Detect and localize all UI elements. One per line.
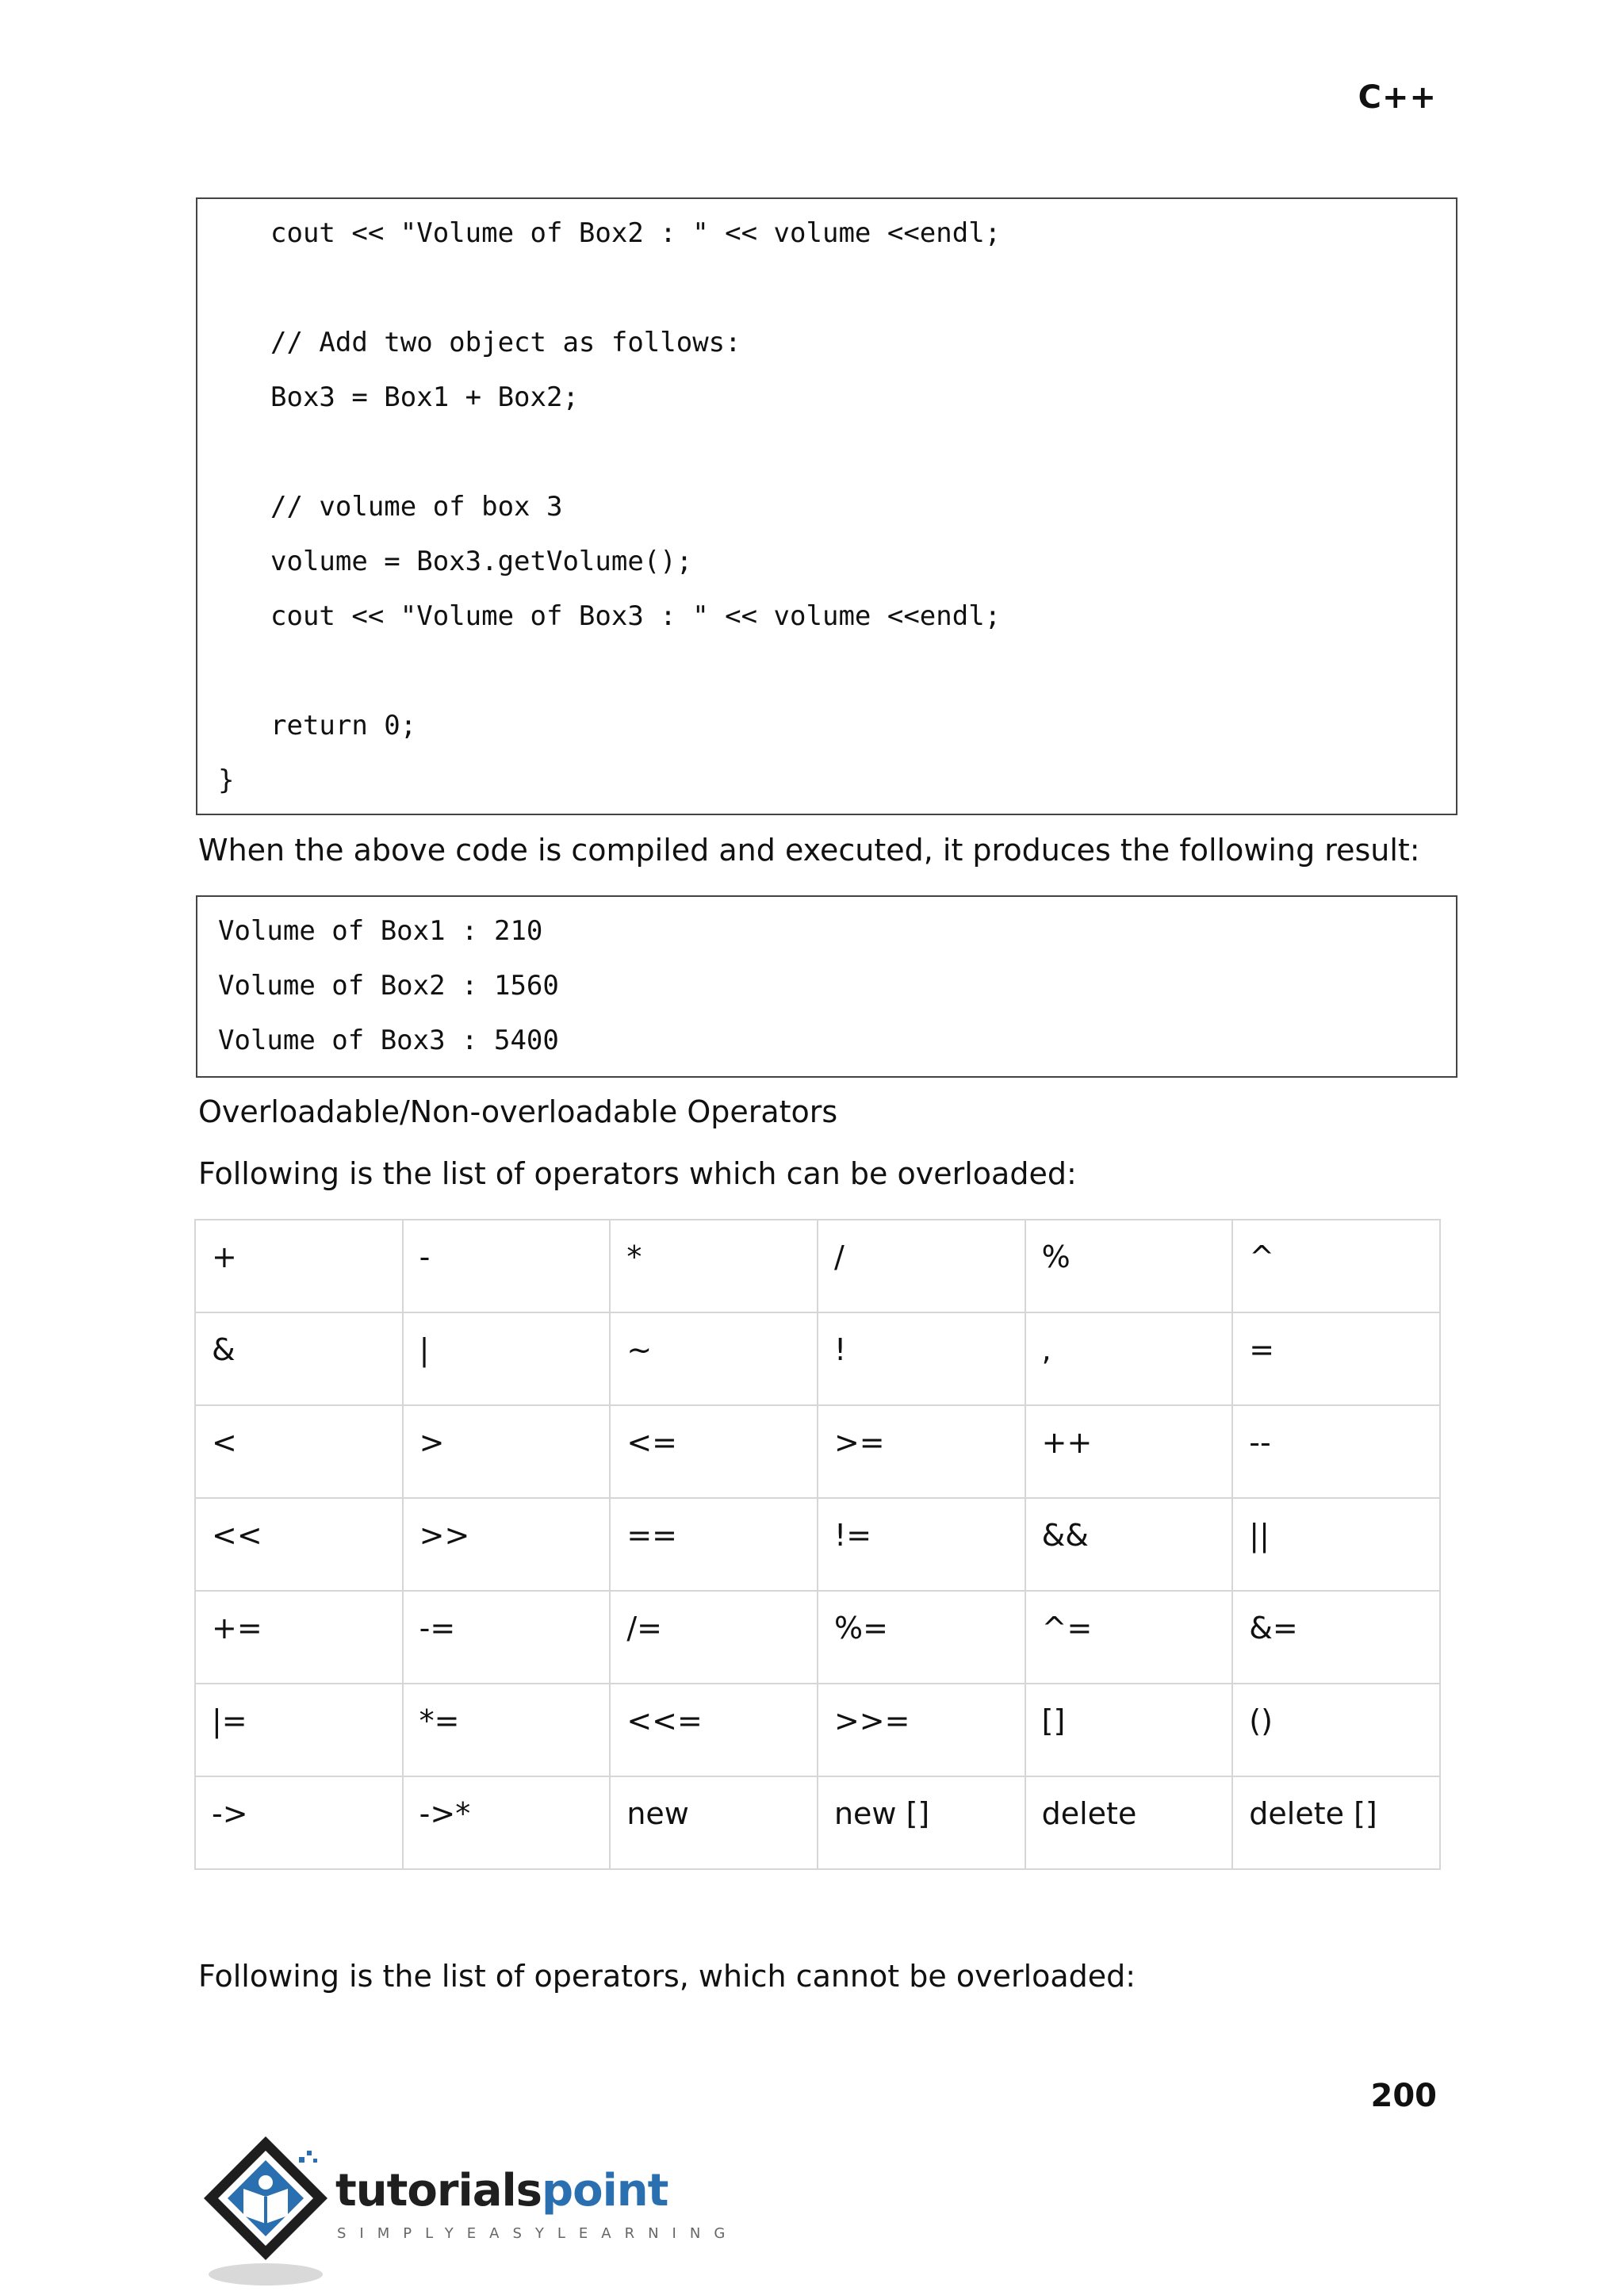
- operator-symbol: -=: [419, 1611, 456, 1646]
- table-cell: [1232, 1312, 1440, 1405]
- operator-symbol: !: [833, 1332, 847, 1367]
- code-line: return 0;: [270, 710, 417, 741]
- table-cell: [1025, 1405, 1233, 1498]
- operator-symbol: new: [626, 1796, 689, 1831]
- table-cell: [818, 1220, 1025, 1312]
- operator-symbol: -: [419, 1239, 431, 1274]
- table-cell: [818, 1684, 1025, 1776]
- table-cell: [610, 1405, 818, 1498]
- overloadable-operators-table: [194, 1219, 1441, 1870]
- table-cell: [1025, 1684, 1233, 1776]
- operator-symbol: /=: [626, 1611, 662, 1646]
- table-cell: [1232, 1405, 1440, 1498]
- operator-symbol: /: [833, 1239, 845, 1274]
- table-cell: [1025, 1776, 1233, 1869]
- operator-symbol: ~: [626, 1332, 653, 1367]
- operator-symbol: &: [212, 1332, 236, 1367]
- table-cell: [1232, 1776, 1440, 1869]
- table-cell: [818, 1498, 1025, 1591]
- table-cell: [195, 1498, 403, 1591]
- table-row: [195, 1498, 1440, 1591]
- operator-symbol: *=: [419, 1703, 460, 1738]
- table-cell: [403, 1684, 611, 1776]
- operator-symbol: delete: [1041, 1796, 1137, 1831]
- table-row: [195, 1776, 1440, 1869]
- operator-symbol: new []: [833, 1796, 930, 1831]
- result-intro-text: When the above code is compiled and executed, it produces the following result:: [198, 833, 1420, 868]
- table-cell: [1232, 1220, 1440, 1312]
- operator-symbol: *: [626, 1239, 642, 1274]
- operator-symbol: ->*: [419, 1796, 471, 1831]
- table-row: [195, 1405, 1440, 1498]
- operator-symbol: []: [1041, 1703, 1066, 1738]
- operator-symbol: %=: [833, 1611, 888, 1646]
- operator-symbol: ==: [626, 1518, 677, 1553]
- table-cell: [403, 1312, 611, 1405]
- code-line: cout << "Volume of Box3 : " << volume <<endl;: [270, 600, 1002, 632]
- table-cell: [403, 1220, 611, 1312]
- operator-symbol: >: [419, 1425, 445, 1460]
- operator-symbol: &=: [1249, 1611, 1298, 1646]
- table-cell: [1025, 1312, 1233, 1405]
- table-cell: [195, 1220, 403, 1312]
- table-cell: [818, 1312, 1025, 1405]
- document-header-title: C++: [1358, 79, 1437, 116]
- code-line: // Add two object as follows:: [270, 327, 741, 358]
- table-cell: [610, 1684, 818, 1776]
- operator-symbol: <: [212, 1425, 237, 1460]
- operator-symbol: <=: [626, 1425, 677, 1460]
- operator-symbol: &&: [1041, 1518, 1089, 1553]
- output-line: Volume of Box3 : 5400: [218, 1025, 559, 1056]
- operator-symbol: %: [1041, 1239, 1071, 1274]
- operator-symbol: (): [1249, 1703, 1273, 1738]
- operator-symbol: delete []: [1249, 1796, 1377, 1831]
- logo-wordmark: tutorialspoint: [335, 2165, 668, 2216]
- operator-symbol: !=: [833, 1518, 872, 1553]
- code-block: [196, 197, 1457, 815]
- non-overloadable-intro-text: Following is the list of operators, which cannot be overloaded:: [198, 1959, 1136, 1994]
- operator-symbol: ^=: [1041, 1611, 1093, 1646]
- operator-symbol: ^: [1249, 1239, 1275, 1274]
- operator-symbol: <<=: [626, 1703, 703, 1738]
- operator-symbol: ->: [212, 1796, 248, 1831]
- table-cell: [610, 1591, 818, 1684]
- table-cell: [195, 1684, 403, 1776]
- logo-diamond-icon: [194, 2133, 337, 2292]
- table-cell: [610, 1776, 818, 1869]
- overloadable-intro-text: Following is the list of operators which can be overloaded:: [198, 1156, 1077, 1191]
- table-row: [195, 1684, 1440, 1776]
- output-block: [196, 895, 1457, 1078]
- table-cell: [818, 1405, 1025, 1498]
- operator-symbol: >=: [833, 1425, 885, 1460]
- tutorialspoint-logo: [194, 2133, 739, 2292]
- table-row: [195, 1220, 1440, 1312]
- code-line: volume = Box3.getVolume();: [270, 546, 693, 577]
- table-cell: [1025, 1498, 1233, 1591]
- table-cell: [403, 1498, 611, 1591]
- page-number: 200: [1370, 2078, 1437, 2114]
- operator-symbol: +=: [212, 1611, 262, 1646]
- logo-tagline: SIMPLYEASYLEARNING: [337, 2225, 739, 2242]
- output-line: Volume of Box1 : 210: [218, 915, 543, 947]
- operator-symbol: >>: [419, 1518, 470, 1553]
- operator-symbol: +: [212, 1239, 237, 1274]
- code-line: cout << "Volume of Box2 : " << volume <<endl;: [270, 217, 1002, 249]
- code-line: Box3 = Box1 + Box2;: [270, 381, 579, 413]
- table-cell: [195, 1312, 403, 1405]
- table-cell: [195, 1776, 403, 1869]
- table-cell: [195, 1405, 403, 1498]
- operator-symbol: |: [419, 1332, 430, 1367]
- table-cell: [610, 1220, 818, 1312]
- table-row: [195, 1591, 1440, 1684]
- table-cell: [1025, 1591, 1233, 1684]
- table-cell: [1025, 1220, 1233, 1312]
- table-cell: [610, 1312, 818, 1405]
- operator-symbol: ||: [1249, 1518, 1270, 1553]
- operator-symbol: >>=: [833, 1703, 910, 1738]
- operator-symbol: <<: [212, 1518, 262, 1553]
- code-line: // volume of box 3: [270, 491, 563, 523]
- operator-symbol: ++: [1041, 1425, 1093, 1460]
- table-cell: [1232, 1684, 1440, 1776]
- output-line: Volume of Box2 : 1560: [218, 970, 559, 1002]
- section-heading: Overloadable/Non-overloadable Operators: [198, 1094, 838, 1129]
- table-cell: [1232, 1498, 1440, 1591]
- table-row: [195, 1312, 1440, 1405]
- operator-symbol: =: [1249, 1332, 1275, 1367]
- table-cell: [818, 1591, 1025, 1684]
- table-cell: [1232, 1591, 1440, 1684]
- table-cell: [195, 1591, 403, 1684]
- table-cell: [403, 1591, 611, 1684]
- operator-symbol: --: [1249, 1425, 1271, 1460]
- table-cell: [610, 1498, 818, 1591]
- operator-symbol: |=: [212, 1703, 247, 1738]
- table-cell: [403, 1776, 611, 1869]
- table-cell: [818, 1776, 1025, 1869]
- code-line: }: [218, 764, 235, 796]
- table-cell: [403, 1405, 611, 1498]
- operator-symbol: ,: [1041, 1332, 1051, 1367]
